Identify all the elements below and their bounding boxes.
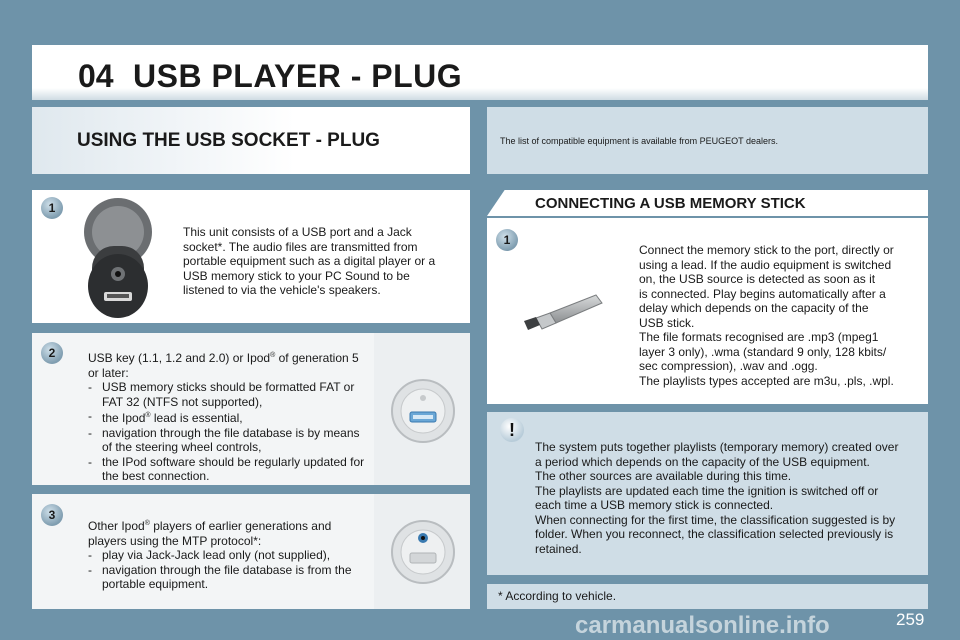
usb-port-highlight-icon <box>388 376 458 446</box>
warning-line: When connecting for the first time, the classification suggested is by <box>535 512 896 527</box>
page-title: USB PLAYER - PLUG <box>133 58 463 94</box>
reg-mark: ® <box>145 412 151 419</box>
item3-text <box>88 517 370 592</box>
right-line: Connect the memory stick to the port, directly or <box>639 243 894 257</box>
warning-line: The playlists are updated each time the ignition is switched off or <box>535 483 879 498</box>
step-badge-3: 3 <box>41 504 63 526</box>
right-text <box>639 243 919 388</box>
right-line: using a lead. If the audio equipment is switched <box>639 257 892 272</box>
item2-bullet-2a: the Ipod <box>102 411 146 425</box>
warning-line: The system puts together playlists (temporary memory) created over <box>535 440 899 454</box>
warning-line: folder. When you reconnect, the classification selected previously is <box>535 527 894 541</box>
reg-mark: ® <box>270 352 276 359</box>
warning-text <box>535 440 923 556</box>
warning-icon: ! <box>500 418 524 442</box>
chapter-number: 04 <box>78 58 114 94</box>
right-line: on, the USB source is detected as soon as it <box>639 272 876 286</box>
info-text: The list of compatible equipment is available from PEUGEOT dealers. <box>500 136 778 146</box>
item2-text <box>88 349 370 484</box>
jack-port-highlight-icon <box>388 517 458 587</box>
right-step-badge-1: 1 <box>496 229 518 251</box>
footnote-text: * According to vehicle. <box>498 589 617 603</box>
right-line: layer 3 only), .wma (standard 9 only, 128 kbits/ <box>639 344 887 359</box>
right-line: sec compression), .wav and .ogg. <box>639 359 818 373</box>
warning-line: a period which depends on the capacity of the USB equipment. <box>535 454 870 469</box>
item3-bullet-2: - navigation through the file database is from the portable equipment. <box>88 563 370 592</box>
warning-line: The other sources are available during this time. <box>535 469 792 483</box>
item2-bullet-3: - navigation through the file database is by means of the steering wheel controls, <box>88 426 370 455</box>
item3-intro-end: players of earlier generations and players using the MTP protocol*: <box>88 519 332 548</box>
warning-line: each time a USB memory stick is connected. <box>535 498 774 512</box>
usb-memory-stick-icon <box>520 283 604 335</box>
right-line: The file formats recognised are .mp3 (mpeg1 <box>639 330 879 344</box>
watermark: carmanualsonline.info <box>575 612 830 639</box>
step-badge-1: 1 <box>41 197 63 219</box>
item2-bullet-2b: lead is essential, <box>150 411 243 425</box>
section-title: USING THE USB SOCKET - PLUG <box>77 130 380 151</box>
item2-bullet-2 <box>88 409 370 426</box>
warning-line: retained. <box>535 541 582 556</box>
right-line: delay which depends on the capacity of the <box>639 301 869 315</box>
item3-bullet-1: - play via Jack-Jack lead only (not supplied), <box>88 548 370 563</box>
right-title: CONNECTING A USB MEMORY STICK <box>535 195 806 212</box>
item1-text: This unit consists of a USB port and a Jack socket*. The audio files are transmitted from portable equipment such as a digital player or a USB memory stick to your PC Sound to be listened to via the vehicle's speakers. <box>183 225 436 297</box>
usb-jack-socket-icon <box>78 194 158 320</box>
item2-bullet-1: - USB memory sticks should be formatted FAT or FAT 32 (NTFS not supported), <box>88 380 370 409</box>
right-line: is connected. Play begins automatically after a <box>639 286 886 301</box>
item2-intro-end: of generation 5 or later: <box>88 351 359 380</box>
reg-mark: ® <box>144 520 150 527</box>
right-line: USB stick. <box>639 315 695 330</box>
item2-intro: USB key (1.1, 1.2 and 2.0) or Ipod <box>88 351 271 365</box>
item3-intro: Other Ipod <box>88 519 145 533</box>
item2-bullet-4: - the IPod software should be regularly updated for the best connection. <box>88 455 370 484</box>
page-number: 259 <box>896 610 925 629</box>
right-line: The playlists types accepted are m3u, .pls, .wpl. <box>639 373 894 388</box>
step-badge-2: 2 <box>41 342 63 364</box>
